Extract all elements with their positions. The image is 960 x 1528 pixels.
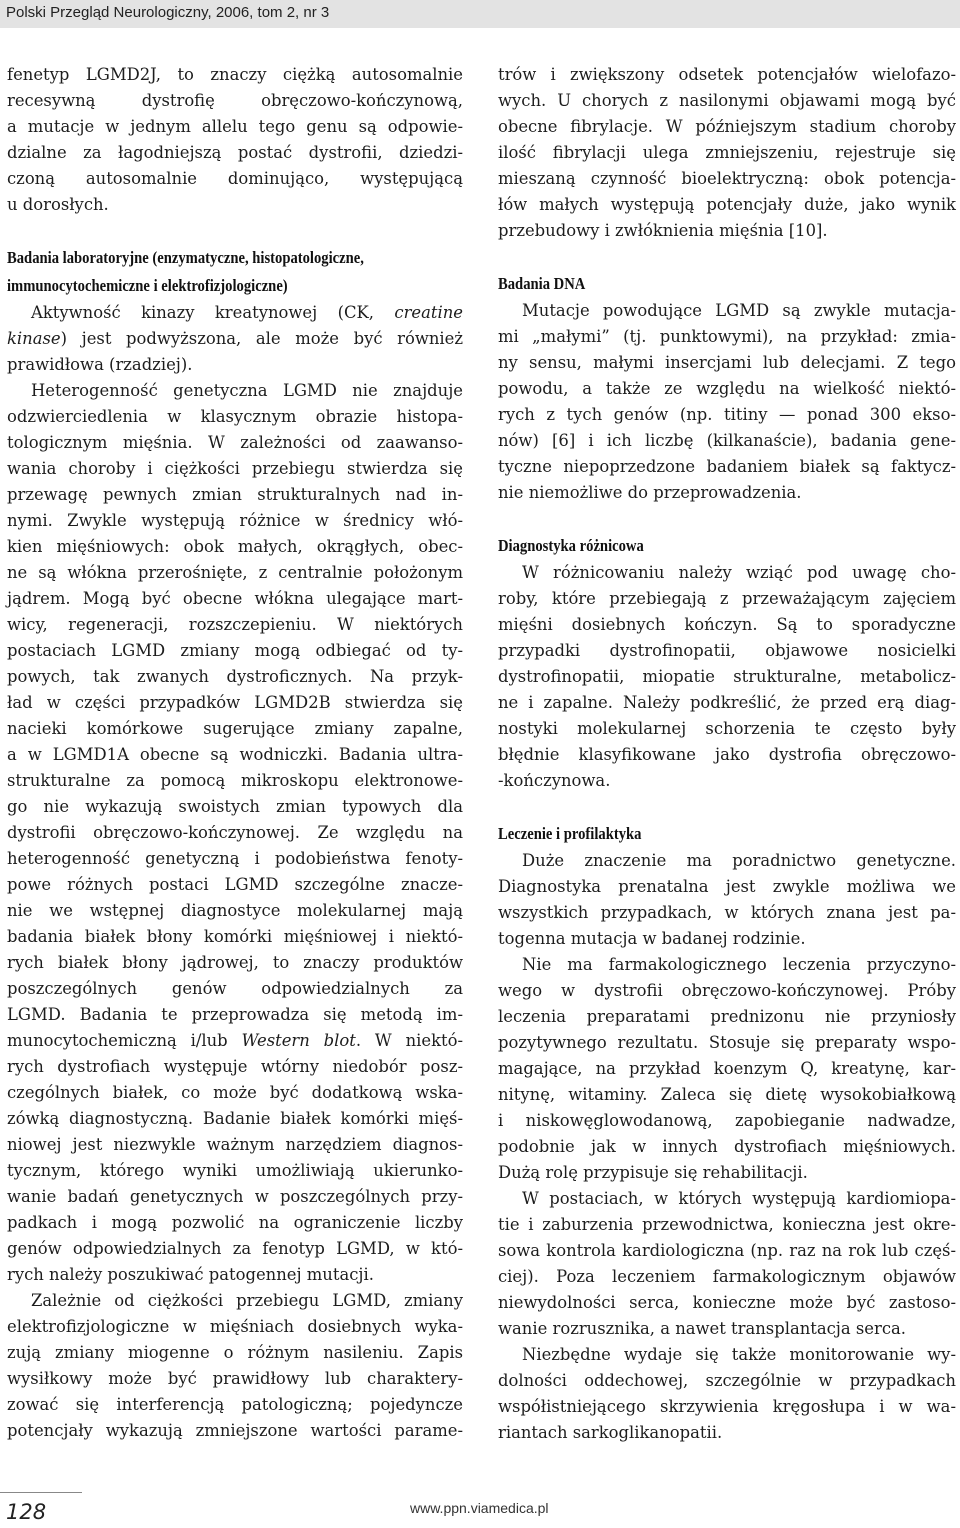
body-text-line: go nie wykazują swoistych zmian typowych dla [7, 797, 463, 816]
body-text-line: i niskowęglowodanową, zapobieganie nadwadze, [498, 1111, 956, 1130]
body-text-line: potencjały wykazują zmniejszone wartości parame- [7, 1421, 463, 1440]
body-text-line: podobnie jak w innych dystrofiach mięśniowych. [498, 1137, 956, 1156]
body-text-line: dzialne za łagodniejszą postać dystrofii, dziedzi- [7, 143, 463, 162]
body-text-line: zówką diagnostyczną. Badanie białek komórki mięś- [7, 1109, 463, 1128]
body-text-line: prawidłowa (rzadziej). [7, 355, 193, 374]
right-text-column [498, 62, 956, 1446]
body-text-line: powe różnych postaci LGMD szczególne znacze- [7, 875, 463, 894]
section-heading: Diagnostyka różnicowa [498, 536, 644, 555]
body-text-line: wego w dystrofii obręczowo-kończynowej. Próby [498, 981, 956, 1000]
body-text-line: rych należy poszukiwać patogennej mutacji. [7, 1265, 374, 1284]
footer-rule [0, 1492, 82, 1493]
body-text-line: LGMD. Badania te przeprowadza się metodą im- [7, 1005, 463, 1024]
body-text-line: nostyki molekularnej schorzenia te często były [498, 719, 956, 738]
body-text-line: Dużą rolę przypisuje się rehabilitacji. [498, 1163, 808, 1182]
body-text-line: rych z tych genów (np. titiny — ponad 300 ekso- [498, 405, 956, 424]
body-text-line: fenetyp LGMD2J, to znaczy ciężką autosomalnie [7, 65, 463, 84]
body-text-line: heterogenność genetyczną i podobieństwa fenoty- [7, 849, 463, 868]
body-text-line: przebudowy i zwłóknienia mięśnia [10]. [498, 221, 828, 240]
body-text-line: wanie badań genetycznych w poszczególnych przy- [7, 1187, 463, 1206]
body-text-line: Duże znaczenie ma poradnictwo genetyczne. [522, 851, 956, 870]
body-text-line: ład w części przypadków LGMD2B stwierdza się [7, 693, 463, 712]
body-text-line: kinase) jest podwyższona, ale może być również [7, 329, 463, 348]
body-text-line: dystrofii obręczowo-kończynowej. Ze względu na [7, 823, 463, 842]
section-heading: Badania DNA [498, 274, 586, 293]
body-text-line: wanie rozrusznika, a nawet transplantacja serca. [498, 1319, 906, 1338]
body-text-line: munocytochemiczną i/lub Western blot. W niektó- [7, 1031, 463, 1050]
body-text-line: czególnych białek, co może być dodatkową wska- [7, 1083, 463, 1102]
body-text-line: nymi. Zwykle występują różnice w średnicy włó- [7, 511, 463, 530]
body-text-line: czoną autosomalnie dominująco, występującą [7, 169, 463, 188]
section-heading: immunocytochemiczne i elektrofizjologiczne) [7, 276, 288, 295]
body-text-line: błędnie klasyfikowane jako dystrofia obręczowo- [498, 745, 956, 764]
body-text-line: jądrem. Mogą być obecne włókna ulegające mart- [7, 589, 463, 608]
body-text-line: kien mięśniowych: obok małych, okrągłych, obec- [7, 537, 463, 556]
body-text-line: ilość fibrylacji ulega zmniejszeniu, rejestruje się [498, 143, 956, 162]
body-text-line: rych dystrofiach występuje wtórny niedobór posz- [7, 1057, 463, 1076]
body-text-line: wych. U chorych z nasilonymi objawami mogą być [498, 91, 956, 110]
page-number: 128 [6, 1500, 47, 1524]
section-heading: Leczenie i profilaktyka [498, 824, 642, 843]
body-text-line: riantach sarkoglikanopatii. [498, 1423, 723, 1442]
body-text-line: Zależnie od ciężkości przebiegu LGMD, zmiany [31, 1291, 463, 1310]
body-text-line: roby, które przebiegają z przeważającym zajęciem [498, 589, 956, 608]
journal-title: Polski Przegląd Neurologiczny, 2006, tom 2, nr 3 [6, 4, 330, 21]
body-text-line: Heterogenność genetyczna LGMD nie znajduje [31, 381, 463, 400]
body-text-line: przewagę pewnych zmian strukturalnych nad in- [7, 485, 463, 504]
body-text-line: wszystkich przypadkach, w których znana jest pa- [498, 903, 956, 922]
section-heading: Badania laboratoryjne (enzymatyczne, histopatologiczne, [7, 248, 364, 267]
body-text-line: wysiłkowy może być prawidłowy lub charaktery- [7, 1369, 463, 1388]
body-text-line: elektrofizjologiczne w mięśniach dosiebnych wyka- [7, 1317, 463, 1336]
footer-url[interactable]: www.ppn.viamedica.pl [410, 1500, 549, 1516]
body-text-line: tyczne niepoprzedzone badaniem białek są faktycz- [498, 457, 956, 476]
body-text-line: poszczególnych genów odpowiedzialnych za [7, 979, 463, 998]
body-text-line: postaciach LGMD zmiany mogą odbiegać od ty- [7, 641, 463, 660]
body-text-line: recesywną dystrofię obręczowo-kończynową, [7, 91, 463, 110]
body-text-line: sowa kontrola kardiologiczna (np. raz na rok lub częś- [498, 1241, 956, 1260]
body-text-line: łów małych występują potencjały duże, jako wynik [498, 195, 956, 214]
paragraph-gap [498, 244, 956, 270]
body-text-line: strukturalne za pomocą mikroskopu elektronowe- [7, 771, 463, 790]
body-text-line: padkach i mogą pozwolić na ograniczenie liczby [7, 1213, 463, 1232]
body-text-line: wania choroby i ciężkości przebiegu stwierdza się [7, 459, 463, 478]
paragraph-gap [498, 794, 956, 820]
body-text-line: mieszaną czynność bioelektryczną: obok potencja- [498, 169, 956, 188]
body-text-line: przypadki dystrofinopatii, objawowe nosicielki [498, 641, 956, 660]
body-text-line: zują zmiany miogenne o różnym nasileniu. Zapis [7, 1343, 463, 1362]
body-text-line: genów odpowiedzialnych za fenotyp LGMD, w któ- [7, 1239, 463, 1258]
body-text-line: W różnicowaniu należy wziąć pod uwagę cho- [522, 563, 956, 582]
body-text-line: ne są włókna przerośnięte, z centralnie położonym [7, 563, 463, 582]
body-text-line: rych białek błony jądrowej, to znaczy produktów [7, 953, 463, 972]
body-text-line: tie i zaburzenia przewodnictwa, konieczna jest okre- [498, 1215, 956, 1234]
body-text-line: u dorosłych. [7, 195, 109, 214]
body-text-line: nie we wstępnej diagnostyce molekularnej mają [7, 901, 463, 920]
body-text-line: nie niemożliwe do przeprowadzenia. [498, 483, 802, 502]
body-text-line: ny sensu, małymi insercjami lub delecjami. Z tego [498, 353, 956, 372]
paragraph-gap [7, 218, 463, 244]
body-text-line: togenna mutacja w badanej rodzinie. [498, 929, 806, 948]
body-text-line: Niezbędne wydaje się także monitorowanie wy- [522, 1345, 956, 1364]
body-text-line: niowej jest niezwykle ważnym narzędziem diagnos- [7, 1135, 463, 1154]
body-text-line: wicy, regeneracji, rozszczepieniu. W niektórych [7, 615, 463, 634]
body-text-line: niewydolności serca, konieczne może być zastoso- [498, 1293, 956, 1312]
body-text-line: Nie ma farmakologicznego leczenia przyczyno- [522, 955, 956, 974]
body-text-line: Aktywność kinazy kreatynowej (CK, creatine [31, 303, 463, 322]
body-text-line: ciej). Poza leczeniem farmakologicznym objawów [498, 1267, 956, 1286]
body-text-line: nacieki komórkowe sugerujące zmiany zapalne, [7, 719, 463, 738]
body-text-line: mięśni dosiebnych kończyn. Są to sporadyczne [498, 615, 956, 634]
body-text-line: nów) [6] i ich liczbę (kilkanaście), badania gene- [498, 431, 956, 450]
body-text-line: powych, tak zwanych dystroficznych. Na przyk- [7, 667, 463, 686]
body-text-line: Mutacje powodujące LGMD są zwykle mutacja- [522, 301, 956, 320]
body-text-line: a mutacje w jednym allelu tego genu są odpowie- [7, 117, 463, 136]
body-text-line: dolności oddechowej, szczególnie w przypadkach [498, 1371, 956, 1390]
body-text-line: współistniejącego skrzywienia kręgosłupa i w wa- [498, 1397, 956, 1416]
paragraph-gap [498, 506, 956, 532]
left-text-column [7, 62, 463, 1444]
body-text-line: badania białek błony komórki mięśniowej i niektó- [7, 927, 463, 946]
body-text-line: dystrofinopatii, miopatie strukturalne, metabolicz- [498, 667, 956, 686]
body-text-line: tologicznym mięśnia. W zależności od zaawanso- [7, 433, 463, 452]
body-text-line: -kończynowa. [498, 771, 611, 790]
body-text-line: Diagnostyka prenatalna jest zwykle możliwa we [498, 877, 956, 896]
body-text-line: mi „małymi” (tj. punktowymi), na przykład: zmia- [498, 327, 956, 346]
body-text-line: nitynę, witaminy. Zaleca się dietę wysokobiałkową [498, 1085, 956, 1104]
body-text-line: magające, na przykład koenzym Q, kreatynę, kar- [498, 1059, 956, 1078]
body-text-line: powodu, a także ze względu na wielkość niektó- [498, 379, 956, 398]
body-text-line: ne i zapalne. Należy podkreślić, że przed erą diag- [498, 693, 956, 712]
body-text-line: obecne fibrylacje. W późniejszym stadium choroby [498, 117, 956, 136]
journal-header-bar [0, 0, 960, 28]
body-text-line: W postaciach, w których występują kardiomiopa- [522, 1189, 956, 1208]
body-text-line: pozytywnego rezultatu. Stosuje się preparaty wspo- [498, 1033, 956, 1052]
body-text-line: tycznym, którego wyniki umożliwiają ukierunko- [7, 1161, 463, 1180]
body-text-line: a w LGMD1A obecne są wodniczki. Badania ultra- [7, 745, 463, 764]
body-text-line: leczenia preparatami prednizonu nie przyniosły [498, 1007, 956, 1026]
body-text-line: trów i zwiększony odsetek potencjałów wielofazo- [498, 65, 956, 84]
body-text-line: zować się interferencją patologiczną; pojedyncze [7, 1395, 463, 1414]
body-text-line: odzwierciedlenia w klasycznym obrazie histopa- [7, 407, 463, 426]
